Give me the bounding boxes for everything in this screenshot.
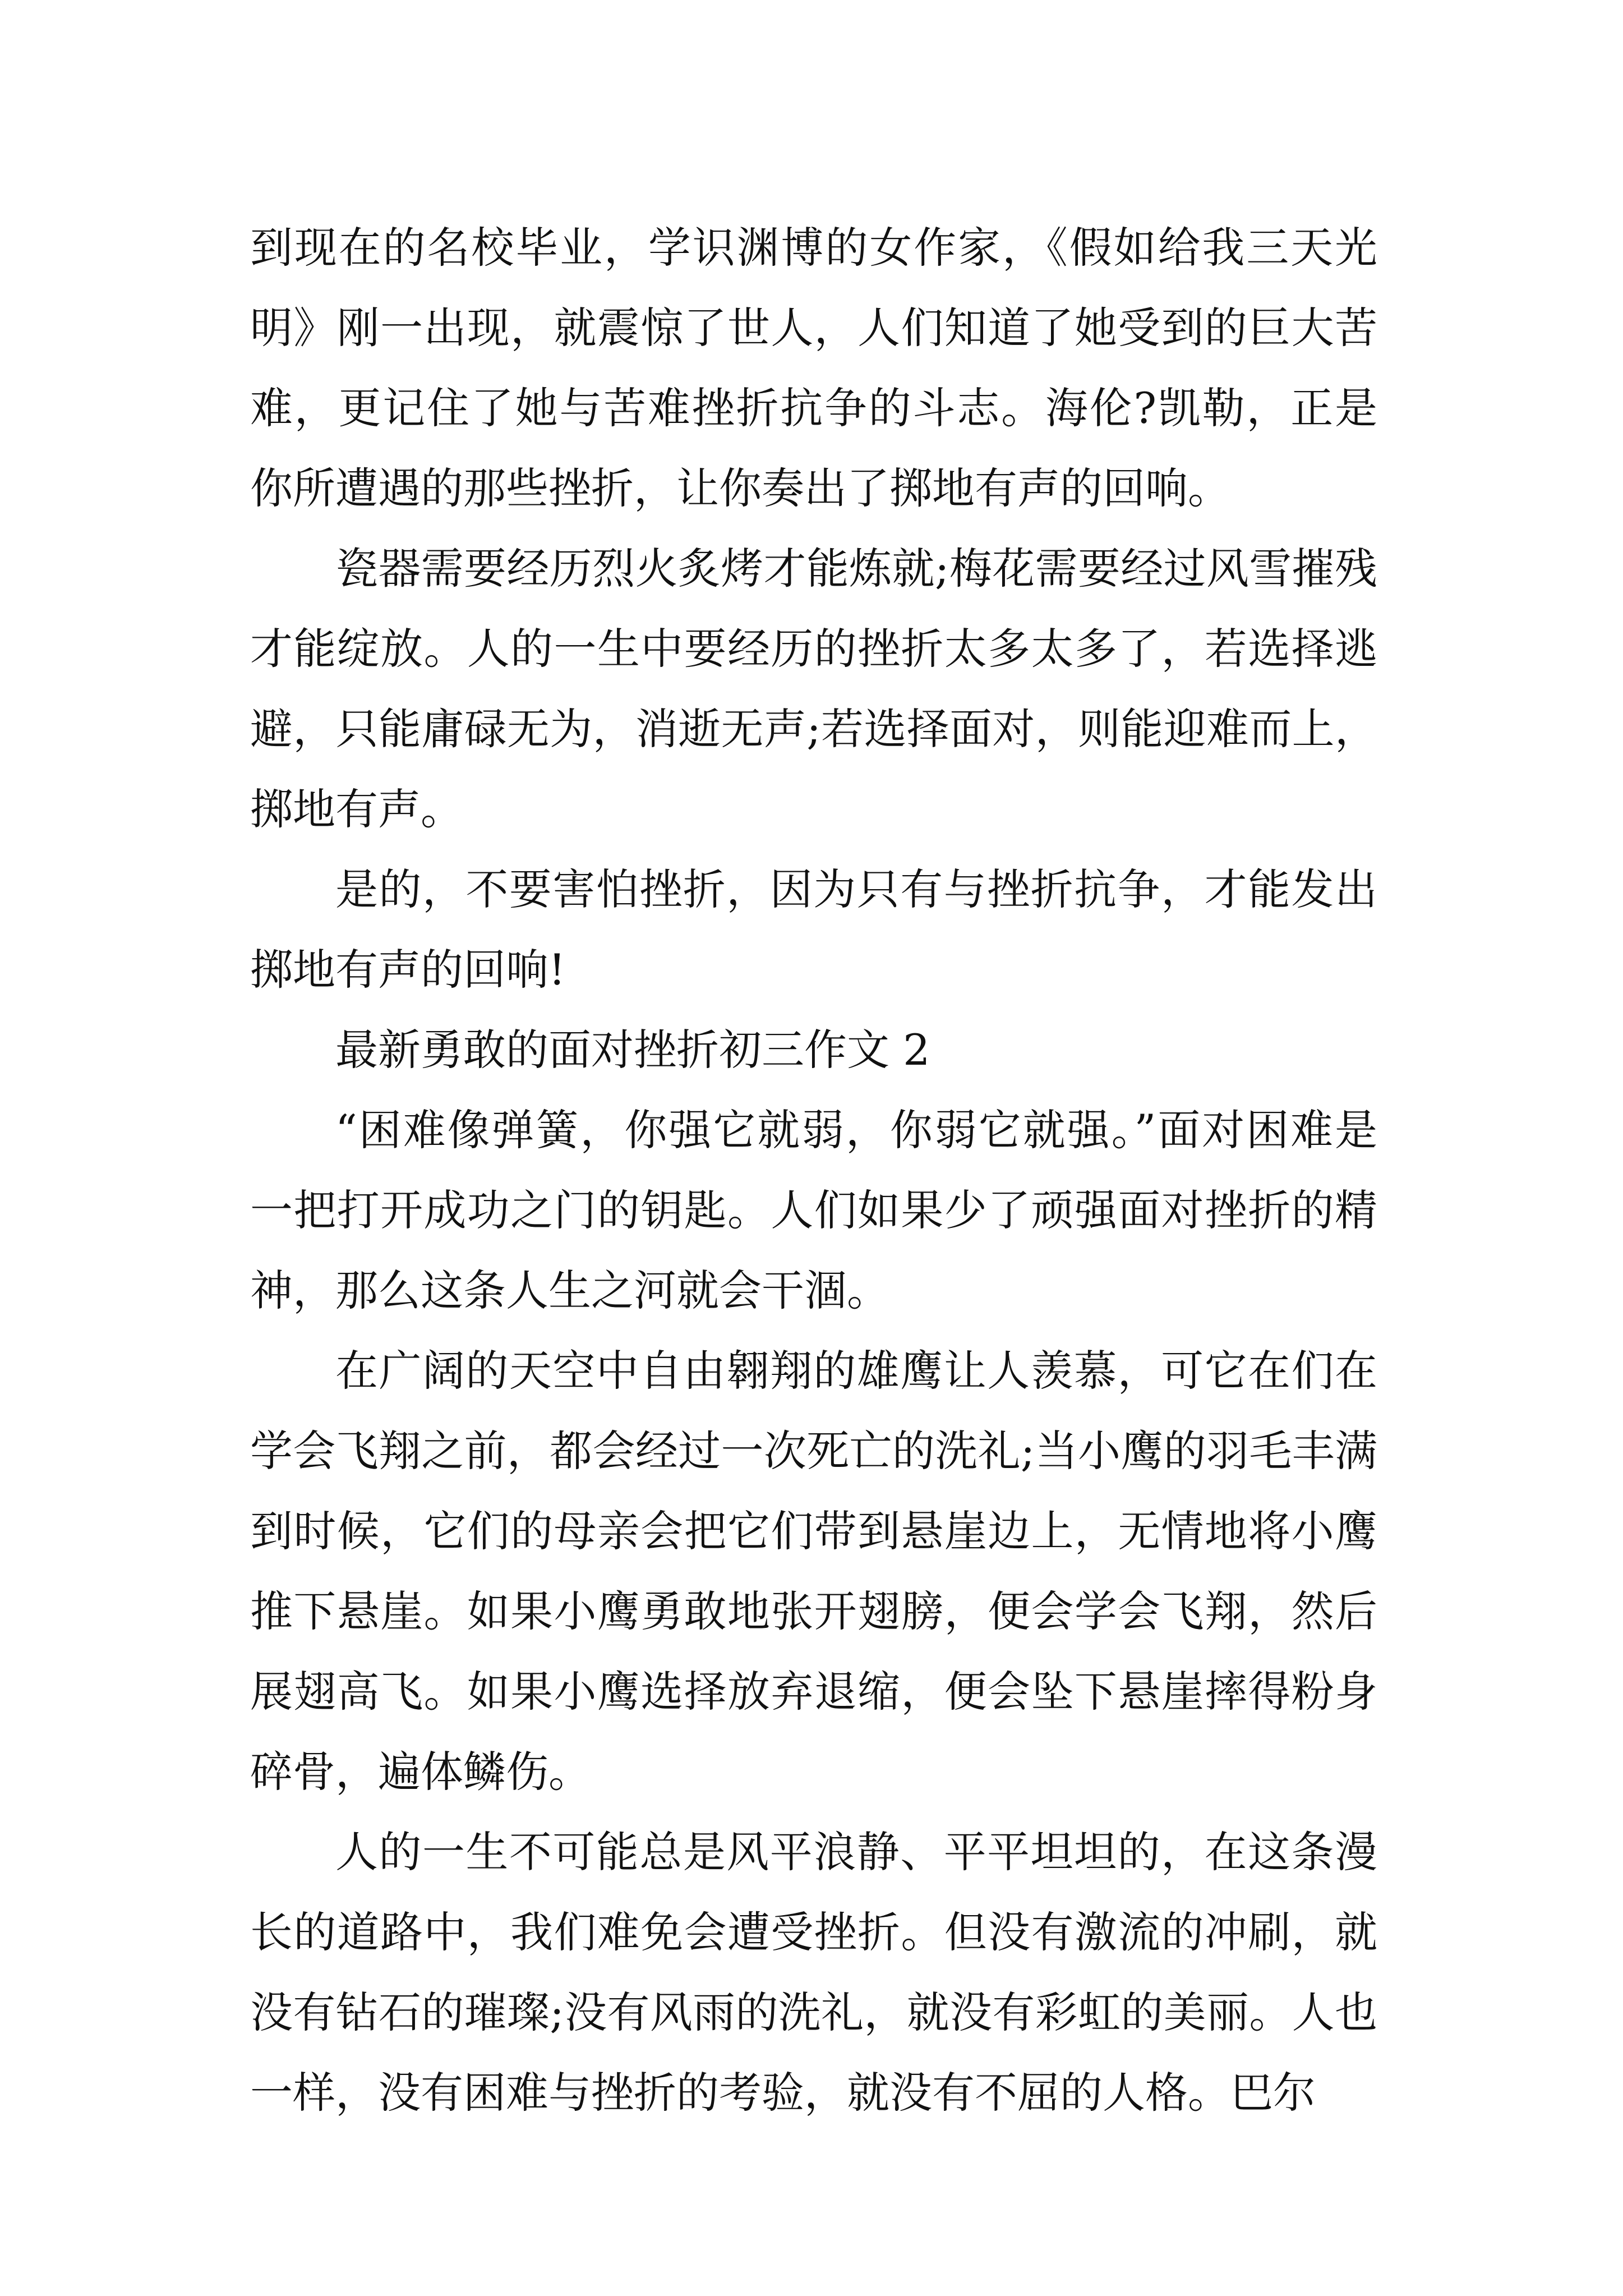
paragraph: 人的一生不可能总是风平浪静、平平坦坦的，在这条漫长的道路中，我们难免会遭受挫折。但没有激流的冲刷，就没有钻石的璀璨;没有风雨的洗礼，就没有彩虹的美丽。人也一样，没有困难与挫折的考验，就没有不屈的人格。巴尔 xyxy=(250,1827,1377,2118)
essay-body xyxy=(250,208,1377,2133)
paragraph: 到现在的名校毕业，学识渊博的女作家，《假如给我三天光明》刚一出现，就震惊了世人，人们知道了她受到的巨大苦难，更记住了她与苦难挫折抗争的斗志。海伦?凯勒，正是你所遭遇的那些挫折，让你奏出了掷地有声的回响。 xyxy=(250,223,1377,513)
paragraph: “困难像弹簧，你强它就弱，你弱它就强。”面对困难是一把打开成功之门的钥匙。人们如果少了顽强面对挫折的精神，那么这条人生之河就会干涸。 xyxy=(250,1105,1377,1315)
paragraph: 是的，不要害怕挫折，因为只有与挫折抗争，才能发出掷地有声的回响! xyxy=(250,864,1377,995)
paragraph: 在广阔的天空中自由翱翔的雄鹰让人羡慕，可它在们在学会飞翔之前，都会经过一次死亡的洗礼;当小鹰的羽毛丰满到时候，它们的母亲会把它们带到悬崖边上，无情地将小鹰推下悬崖。如果小鹰勇敢地张开翅膀，便会学会飞翔，然后展翅高飞。如果小鹰选择放弃退缩，便会坠下悬崖摔得粉身碎骨，遍体鳞伤。 xyxy=(250,1346,1377,1797)
section-title: 最新勇敢的面对挫折初三作文 2 xyxy=(335,1025,930,1075)
paragraph: 瓷器需要经历烈火炙烤才能炼就;梅花需要经过风雪摧残才能绽放。人的一生中要经历的挫折太多太多了，若选择逃避，只能庸碌无为，消逝无声;若选择面对，则能迎难而上，掷地有声。 xyxy=(250,544,1377,834)
